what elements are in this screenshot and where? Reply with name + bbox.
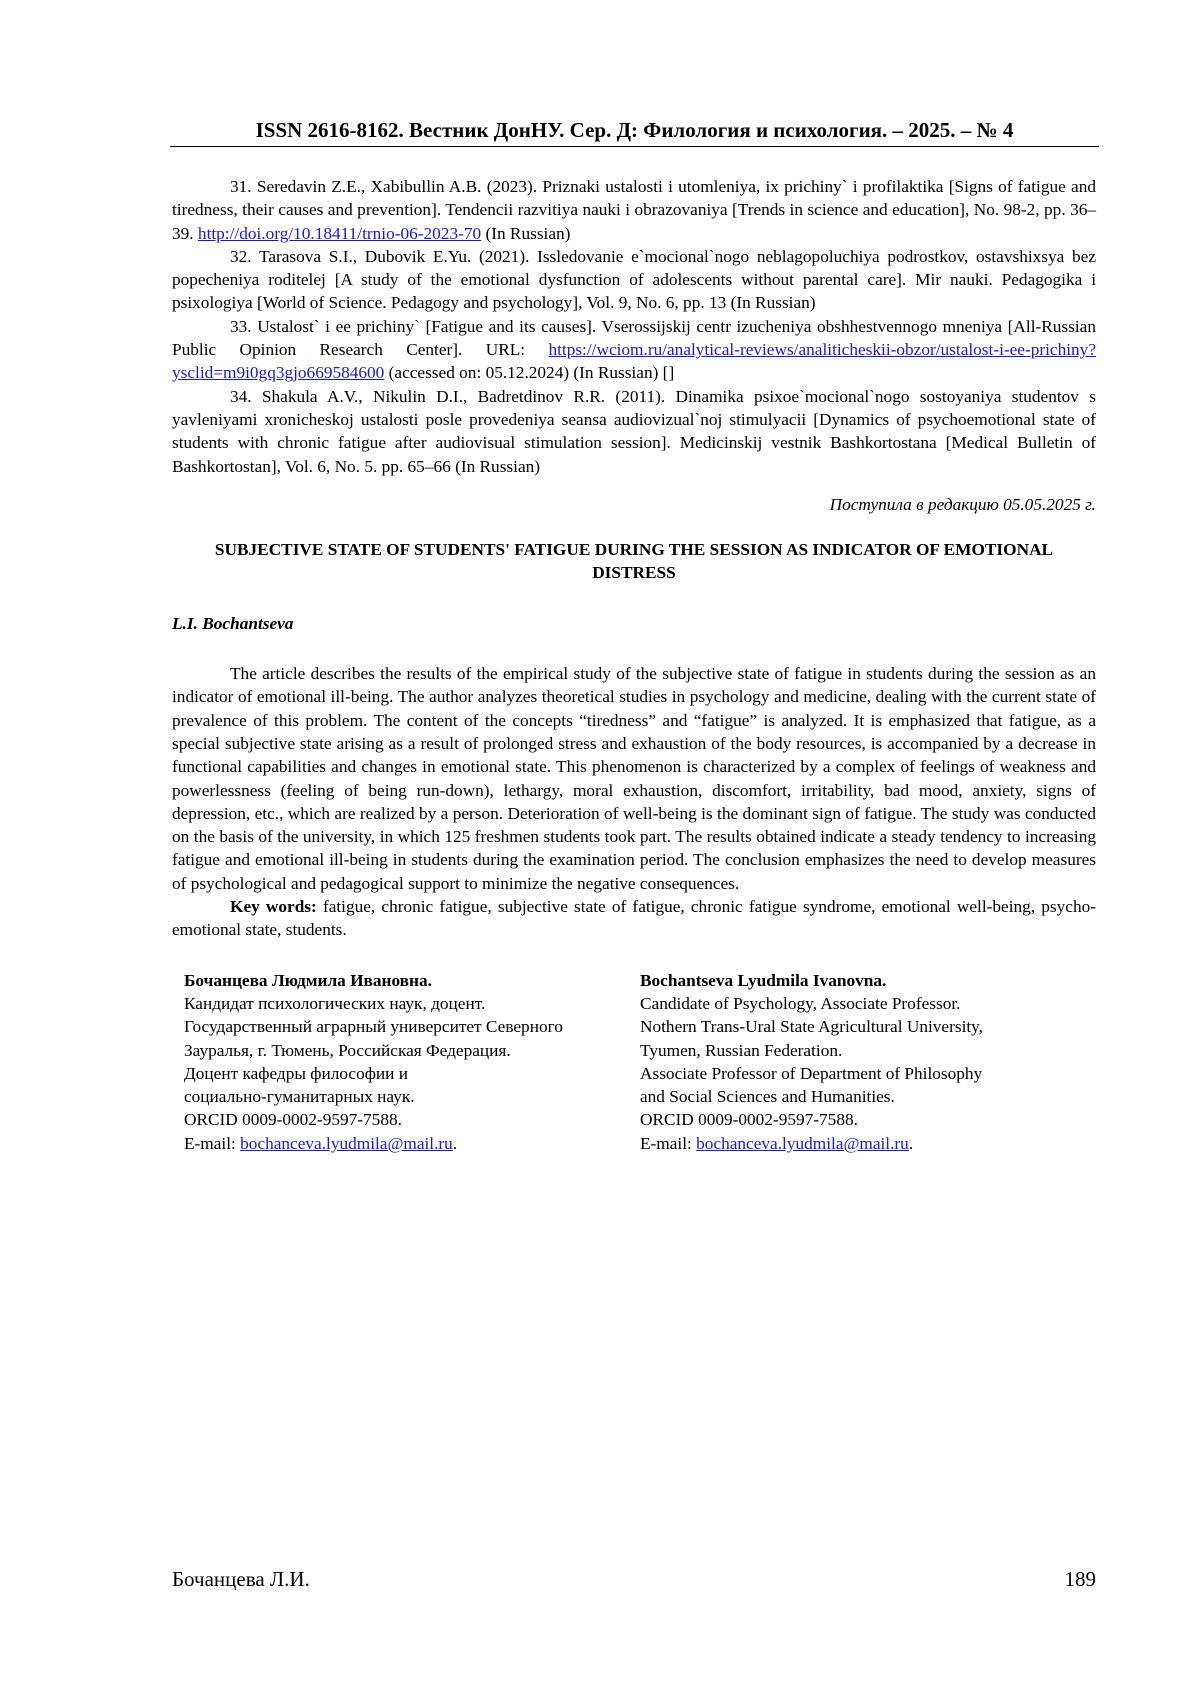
article-title: SUBJECTIVE STATE OF STUDENTS' FATIGUE DURING THE SESSION AS INDICATOR OF EMOTIONAL DISTRESS: [214, 540, 1054, 583]
reference-link[interactable]: http://doi.org/10.18411/trnio-06-2023-70: [197, 223, 482, 243]
author-info-en: [640, 969, 1096, 1155]
author-name-en: Bochantseva Lyudmila Ivanovna.: [640, 970, 887, 990]
email-label: E-mail:: [640, 1133, 697, 1153]
keywords-text: fatigue, chronic fatigue, subjective state of fatigue, chronic fatigue syndrome, emotional well-being, psycho-emotional state, students.: [172, 897, 1096, 940]
author-info: [172, 969, 1096, 1155]
main-content: [172, 175, 1096, 1155]
author-info-line: ORCID 0009-0002-9597-7588.: [640, 1110, 858, 1130]
abstract: The article describes the results of the empirical study of the subjective state of fatigue in students during the session as an indicator of emotional ill-being. The author analyzes theoretical studies in psychology and medicine, dealing with the current state of prevalence of this problem. The content of the concepts “tiredness” and “fatigue” is analyzed. It is emphasized that fatigue, as a special subjective state arising as a result of prolonged stress and exhaustion of the body resources, is accompanied by a decrease in functional capabilities and changes in emotional state. This phenomenon is characterized by a complex of feelings of weakness and powerlessness (feeling of being run-down), lethargy, moral exhaustion, discomfort, irritability, bad mood, anxiety, signs of depression, etc., which are realized by a person. Deterioration of well-being is the dominant sign of fatigue. The study was conducted on the basis of the university, in which 125 freshmen students took part. The results obtained indicate a steady tendency to increasing fatigue and emotional ill-being in students during the examination period. The conclusion emphasizes the need to develop measures of psychological and pedagogical support to minimize the negative consequences.: [172, 664, 1096, 893]
keywords-label: Key words:: [230, 897, 317, 917]
page-footer: [172, 1567, 1096, 1592]
email-link-ru[interactable]: bochanceva.lyudmila@mail.ru: [240, 1133, 453, 1153]
reference-text: 33. Ustalost` i ee prichiny` [Fatigue and its causes]. Vserossijskij centr izucheniya obshhestvennogo mneniya [All-Russian Public Opinion Research Center]. URL:: [172, 316, 1096, 360]
article-author: L.I. Bochantseva: [172, 613, 294, 633]
author-info-line: Кандидат психологических наук, доцент.: [184, 993, 486, 1013]
author-info-line: Candidate of Psychology, Associate Professor.: [640, 993, 961, 1013]
email-label: E-mail:: [184, 1133, 241, 1153]
running-header: ISSN 2616-8162. Вестник ДонНУ. Сер. Д: Филология и психология. – 2025. – № 4: [170, 116, 1099, 147]
received-date: Поступила в редакцию 05.05.2025 г.: [829, 494, 1096, 514]
author-email-line-ru: [184, 1132, 640, 1155]
reference-item: [172, 385, 1096, 478]
email-suffix: .: [452, 1133, 458, 1153]
author-info-line: Tyumen, Russian Federation.: [640, 1040, 843, 1060]
footer-author: Бочанцева Л.И.: [172, 1567, 310, 1591]
author-info-line: Доцент кафедры философии и: [184, 1063, 408, 1083]
reference-item: [172, 175, 1096, 245]
reference-link[interactable]: https://wciom.ru/analytical-reviews/analiticheskii-obzor/ustalost-i-ee-prichiny?ysclid=m9i0gq3gjo669584600: [172, 340, 1096, 383]
email-suffix: .: [908, 1133, 914, 1153]
reference-text: 34. Shakula A.V., Nikulin D.I., Badretdinov R.R. (2011). Dinamika psixoe`mocional`nogo sostoyaniya studentov s yavleniyami xronicheskoj ustalosti posle provedeniya seansa audiovizual`noj stimulyacii [Dynamics of psychoemotional state of students with chronic fatigue after audiovisual stimulation session]. Medicinskij vestnik Bashkortostana [Medical Bulletin of Bashkortostan], Vol. 6, No. 5. pp. 65–66 (In Russian): [172, 386, 1096, 476]
author-email-line-en: [640, 1132, 1096, 1155]
author-info-line: and Social Sciences and Humanities.: [640, 1087, 895, 1107]
author-info-line: Associate Professor of Department of Philosophy: [640, 1063, 983, 1083]
reference-text: 31. Seredavin Z.E., Xabibullin A.B. (2023). Priznaki ustalosti i utomleniya, ix prichiny` i profilaktika [Signs of fatigue and tiredness, their causes and prevention]. Tendencii razvitiya nauki i obrazovaniya [Trends in science and education], No. 98-2, pp. 36–39.: [172, 177, 1096, 243]
reference-text: 32. Tarasova S.I., Dubovik E.Yu. (2021). Issledovanie e`mocional`nogo neblagopoluchiya podrostkov, ostavshixsya bez popecheniya roditelej [A study of the emotional dysfunction of adolescents without parental care]. Mir nauki. Pedagogika i psixologiya [World of Science. Pedagogy and psychology], Vol. 9, No. 6, pp. 13 (In Russian): [172, 246, 1096, 313]
author-info-line: Зауралья, г. Тюмень, Российская Федерация.: [184, 1040, 511, 1060]
author-info-line: ORCID 0009-0002-9597-7588.: [184, 1110, 402, 1130]
page-number: 189: [1064, 1567, 1096, 1591]
keywords: [172, 895, 1096, 942]
reference-list: [172, 175, 1096, 478]
reference-item: [172, 315, 1096, 385]
author-info-line: Nothern Trans-Ural State Agricultural University,: [640, 1017, 984, 1037]
reference-text-suffix: (accessed on: 05.12.2024) (In Russian) []: [384, 363, 675, 383]
author-info-line: социально-гуманитарных наук.: [184, 1087, 415, 1107]
email-link-en[interactable]: bochanceva.lyudmila@mail.ru: [696, 1133, 909, 1153]
author-info-ru: [172, 969, 640, 1155]
author-name-ru: Бочанцева Людмила Ивановна.: [184, 970, 432, 990]
reference-text-suffix: (In Russian): [481, 223, 571, 243]
reference-item: [172, 245, 1096, 315]
author-info-line: Государственный аграрный университет Северного: [184, 1017, 563, 1037]
